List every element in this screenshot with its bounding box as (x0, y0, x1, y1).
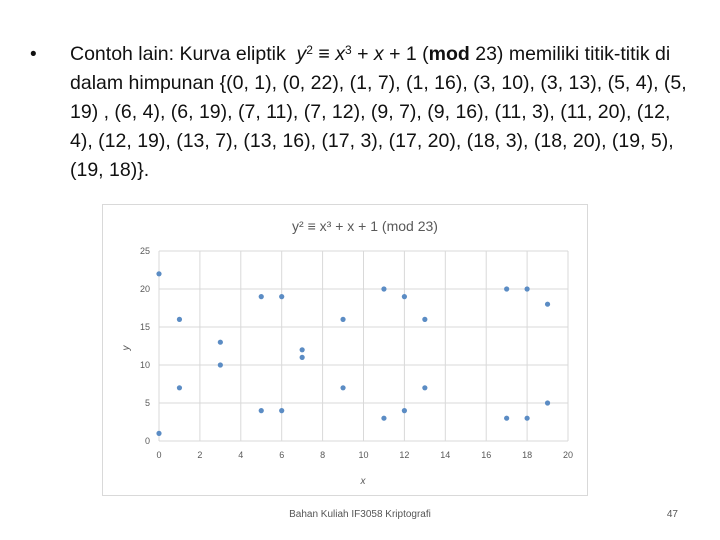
chart-svg (103, 205, 587, 495)
data-point (504, 286, 509, 291)
data-point (259, 408, 264, 413)
bullet-text (70, 40, 690, 185)
data-point (402, 294, 407, 299)
data-point (279, 408, 284, 413)
x-tick-label: 8 (320, 450, 326, 460)
y-tick-label: 5 (144, 398, 150, 408)
eq-x2: x (373, 43, 384, 65)
data-point (525, 416, 530, 421)
data-point (300, 355, 305, 360)
eq-mod: mod (428, 43, 470, 65)
y-axis-label: y (121, 345, 132, 351)
x-tick-label: 10 (358, 450, 369, 460)
y-tick-label: 10 (139, 360, 150, 370)
data-point (525, 286, 530, 291)
data-point (422, 385, 427, 390)
data-point (340, 385, 345, 390)
scatter-chart (102, 204, 588, 496)
data-point (340, 317, 345, 322)
footer-text: Bahan Kuliah IF3058 Kriptografi (289, 509, 431, 520)
data-point (381, 416, 386, 421)
eq-plus-one: + 1 ( (389, 43, 429, 65)
eq-equiv: ≡ (318, 43, 330, 65)
data-point (279, 294, 284, 299)
data-point (177, 317, 182, 322)
eq-plus: + (357, 43, 369, 65)
data-point (402, 408, 407, 413)
x-tick-label: 16 (481, 450, 492, 460)
data-point (545, 400, 550, 405)
data-point (156, 431, 161, 436)
data-point (218, 340, 223, 345)
grid-lines (159, 251, 568, 441)
eq-x: x (335, 43, 345, 65)
data-point (177, 385, 182, 390)
x-tick-label: 2 (197, 450, 203, 460)
bullet-symbol: • (30, 44, 37, 65)
data-point (259, 294, 264, 299)
eq-exp2: 3 (344, 43, 352, 57)
eq-exp1: 2 (306, 43, 313, 57)
data-point (300, 347, 305, 352)
eq-y: y (296, 43, 307, 65)
y-tick-label: 25 (139, 246, 150, 256)
page-number: 47 (666, 509, 678, 520)
x-axis-label: x (360, 476, 366, 487)
data-point (156, 271, 161, 276)
x-tick-label: 6 (279, 450, 285, 460)
data-point (504, 416, 509, 421)
data-point (381, 286, 386, 291)
x-tick-label: 14 (440, 450, 451, 460)
x-tick-label: 4 (238, 450, 244, 460)
tick-labels (140, 246, 573, 460)
data-point (545, 302, 550, 307)
x-tick-label: 20 (562, 450, 574, 460)
intro-text: Contoh lain: Kurva eliptik (70, 43, 286, 65)
bullet-block (30, 40, 690, 185)
x-tick-label: 12 (399, 450, 410, 460)
data-point (218, 362, 223, 367)
x-tick-label: 0 (156, 450, 162, 460)
chart-title: y² ≡ x³ + x + 1 (mod 23) (292, 218, 438, 234)
y-tick-label: 0 (144, 436, 150, 446)
eq-rest: 23) memiliki titik-titik di dalam himpunan {(0, 1), (0, 22), (1, 7), (1, 16), (3, 10), (3, 13), (5, 4), (5, 19) , (6, 4), (6, 19), (7, 11), (7, 12), (9, 7), (9, 16), (11, 3), (11, 20), (12, 4), (12, 19), (13, 7), (13, 16), (17, 3), (17, 20), (18, 3), (18, 20), (19, 5), (19, 18)}. (70, 43, 687, 181)
y-tick-label: 20 (139, 284, 150, 294)
x-tick-label: 18 (522, 450, 533, 460)
data-point (422, 317, 427, 322)
data-points (156, 271, 550, 436)
y-tick-label: 15 (139, 322, 150, 332)
